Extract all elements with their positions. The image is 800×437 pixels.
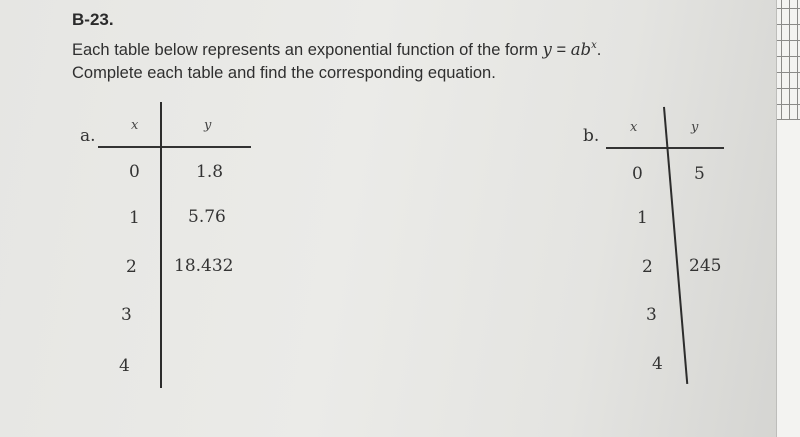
table-a-x-cell: 1: [129, 208, 140, 228]
table-a-y-cell: 18.432: [174, 256, 234, 276]
table-b-x-cell: 0: [632, 164, 643, 184]
table-a-y-header: y: [204, 118, 212, 133]
table-a-header-rule: [98, 146, 251, 148]
table-a-x-cell: 0: [129, 162, 140, 182]
table-a-x-cell: 2: [126, 257, 137, 277]
problem-number: B-23.: [72, 10, 114, 29]
graph-paper-edge: [776, 0, 800, 437]
table-b-x-cell: 3: [646, 305, 657, 325]
table-b-y-header: y: [691, 120, 699, 135]
table-a-x-cell: 3: [121, 305, 132, 325]
table-b-x-cell: 1: [637, 208, 648, 228]
table-a-divider: [160, 102, 162, 388]
table-a-x-cell: 4: [119, 356, 130, 376]
table-b-label: b.: [583, 126, 600, 146]
instruction-line-2: Complete each table and find the corresponding equation.: [72, 64, 496, 82]
instruction-line-1: Each table below represents an exponential function of the form $y = ab^x$.: [72, 40, 602, 59]
table-a-label: a.: [80, 126, 96, 146]
table-b-header-rule: [606, 147, 724, 149]
table-a-y-cell: 5.76: [188, 207, 226, 227]
table-b-y-cell: 245: [689, 256, 722, 276]
table-b-y-cell: 5: [694, 164, 705, 184]
table-b-x-cell: 4: [652, 354, 663, 374]
table-a-x-header: x: [131, 118, 139, 133]
table-b-x-header: x: [630, 120, 638, 135]
table-a-y-cell: 1.8: [196, 162, 224, 182]
table-b-x-cell: 2: [642, 257, 653, 277]
